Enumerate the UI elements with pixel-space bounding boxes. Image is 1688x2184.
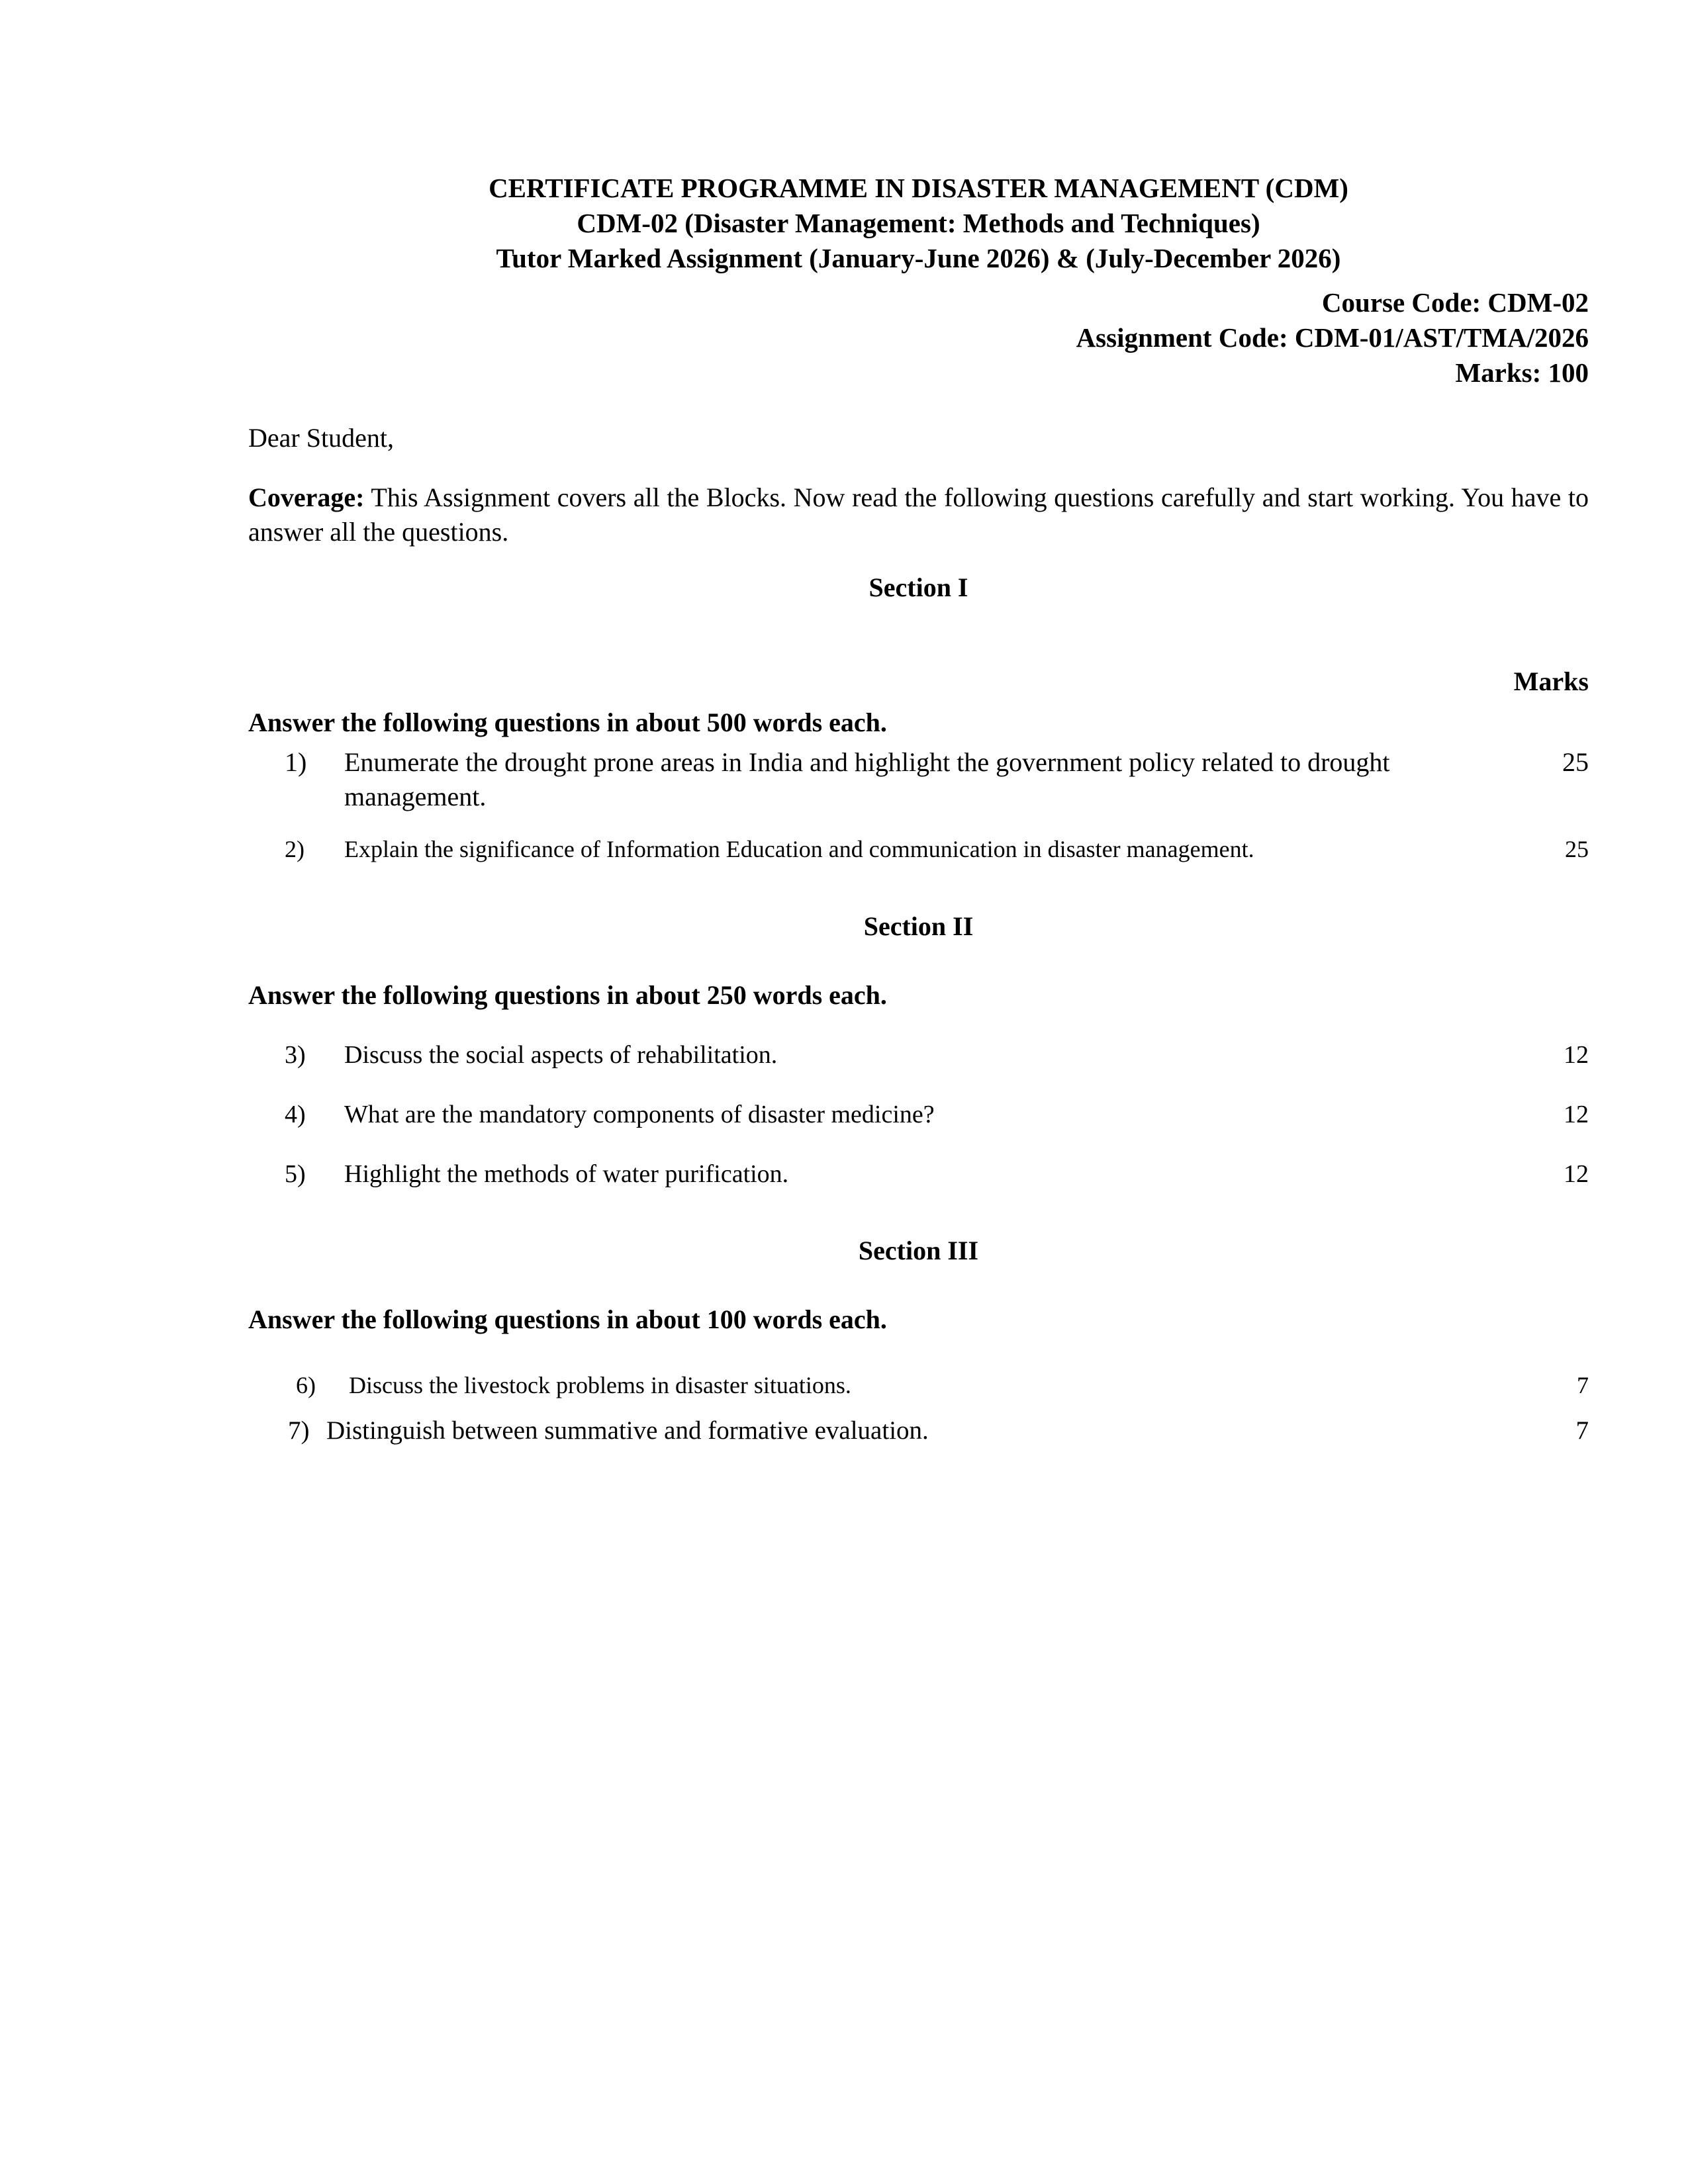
question-marks: 7 [1577,1372,1589,1398]
section-instruction-3: Answer the following questions in about 100 words each. [248,1304,887,1334]
section-heading-3: Section III [858,1236,979,1265]
title-line-programme: CERTIFICATE PROGRAMME IN DISASTER MANAGEMENT (CDM) [489,173,1348,203]
question-marks: 12 [1564,1160,1589,1188]
question-item [248,1415,1589,1447]
coverage-paragraph [248,480,1589,549]
question-number: 1) [285,747,307,777]
course-code-block [248,285,1589,390]
question-text: Enumerate the drought prone areas in India and highlight the government policy related to drought management. [344,747,1390,811]
question-item [248,1158,1589,1190]
coverage-text: This Assignment covers all the Blocks. Now read the following questions carefully and start working. You have to answer all the questions. [248,482,1589,547]
question-number: 4) [285,1101,306,1128]
document-title-block [248,0,1589,276]
section-heading-2: Section II [863,911,974,941]
question-number: 3) [285,1041,306,1069]
question-item [248,834,1589,864]
question-item [248,1099,1589,1130]
question-text: Distinguish between summative and formative evaluation. [326,1416,929,1445]
question-number: 5) [285,1160,306,1188]
total-marks: Marks: 100 [1455,357,1589,388]
question-marks: 7 [1575,1416,1589,1445]
salutation: Dear Student, [248,423,394,453]
question-number: 6) [296,1372,316,1398]
section-instruction-2: Answer the following questions in about 250 words each. [248,980,887,1010]
section-instruction-1: Answer the following questions in about 500 words each. [248,707,887,737]
coverage-label: Coverage: [248,482,365,512]
question-marks: 25 [1565,836,1589,862]
question-item [248,1039,1589,1071]
title-line-assignment-period: Tutor Marked Assignment (January-June 2026) & (July-December 2026) [496,243,1341,273]
question-marks: 25 [1562,747,1589,777]
question-item [248,745,1589,814]
assignment-code: Assignment Code: CDM-01/AST/TMA/2026 [1076,322,1589,353]
title-line-course: CDM-02 (Disaster Management: Methods and Techniques) [577,208,1260,238]
section-heading-1: Section I [868,572,968,602]
question-text: Explain the significance of Information Education and communication in disaster management. [344,836,1254,862]
question-text: What are the mandatory components of disaster medicine? [344,1101,935,1128]
marks-column-header: Marks [1513,666,1589,696]
question-number: 7) [288,1416,310,1445]
course-code: Course Code: CDM-02 [1321,287,1589,318]
question-text: Discuss the livestock problems in disaster situations. [349,1372,851,1398]
question-item [248,1370,1589,1400]
question-text: Discuss the social aspects of rehabilitation. [344,1041,778,1069]
question-text: Highlight the methods of water purification. [344,1160,789,1188]
question-marks: 12 [1564,1041,1589,1069]
page-content [248,0,1589,1447]
question-number: 2) [285,836,305,862]
question-marks: 12 [1564,1101,1589,1128]
